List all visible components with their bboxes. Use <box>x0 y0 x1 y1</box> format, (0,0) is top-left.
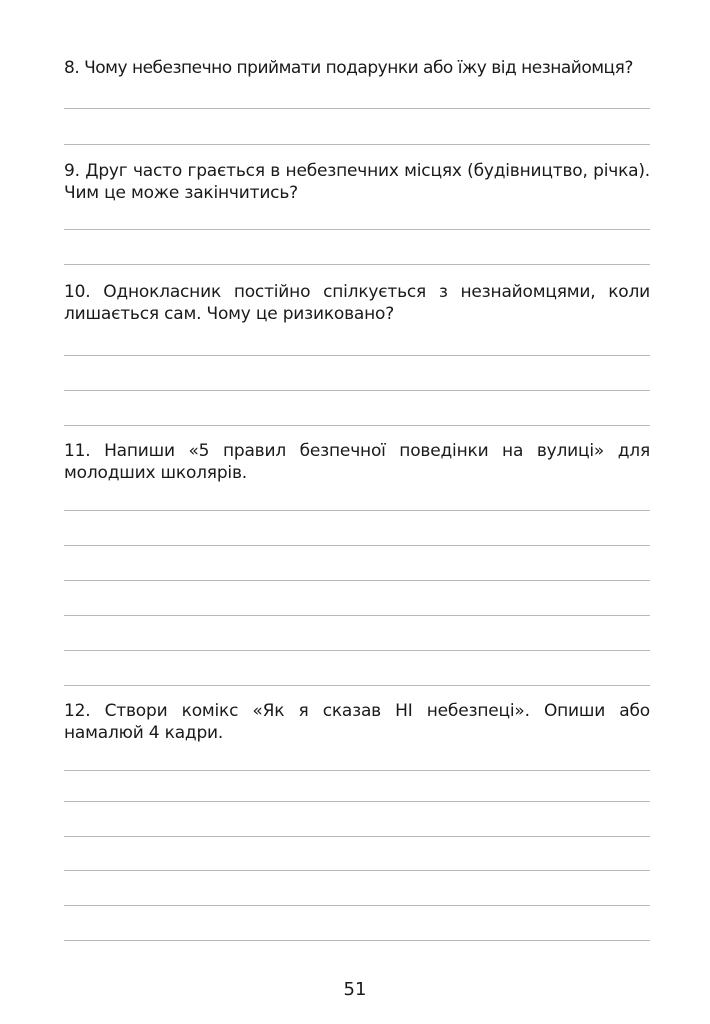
answer-line[interactable] <box>64 905 650 906</box>
answer-line[interactable] <box>64 870 650 871</box>
answer-line[interactable] <box>64 940 650 941</box>
answer-line[interactable] <box>64 580 650 581</box>
answer-line[interactable] <box>64 144 650 145</box>
answer-line[interactable] <box>64 390 650 391</box>
answer-line[interactable] <box>64 650 650 651</box>
question-11-text: 11. Напиши «5 правил безпечної поведінки на вулиці» для молодших школярів. <box>64 441 650 483</box>
answer-line[interactable] <box>64 108 650 109</box>
question-9-text: 9. Друг часто грається в небезпечних місцях (будівництво, річка). Чим це може закінчитись? <box>64 161 650 203</box>
answer-line[interactable] <box>64 545 650 546</box>
answer-line[interactable] <box>64 836 650 837</box>
answer-line[interactable] <box>64 355 650 356</box>
answer-line[interactable] <box>64 510 650 511</box>
answer-line[interactable] <box>64 615 650 616</box>
question-8-text: 8. Чому небезпечно приймати подарунки або їжу від незнайомця? <box>64 58 633 78</box>
question-10-text: 10. Однокласник постійно спілкується з незнайомцями, коли лишається сам. Чому це ризиковано? <box>64 282 650 324</box>
answer-line[interactable] <box>64 801 650 802</box>
question-12-text: 12. Створи комікс «Як я сказав НІ небезпеці». Опиши або намалюй 4 кадри. <box>64 701 650 743</box>
answer-line[interactable] <box>64 229 650 230</box>
answer-line[interactable] <box>64 425 650 426</box>
answer-line[interactable] <box>64 264 650 265</box>
answer-line[interactable] <box>64 685 650 686</box>
answer-line[interactable] <box>64 770 650 771</box>
page-number: 51 <box>343 979 367 1000</box>
